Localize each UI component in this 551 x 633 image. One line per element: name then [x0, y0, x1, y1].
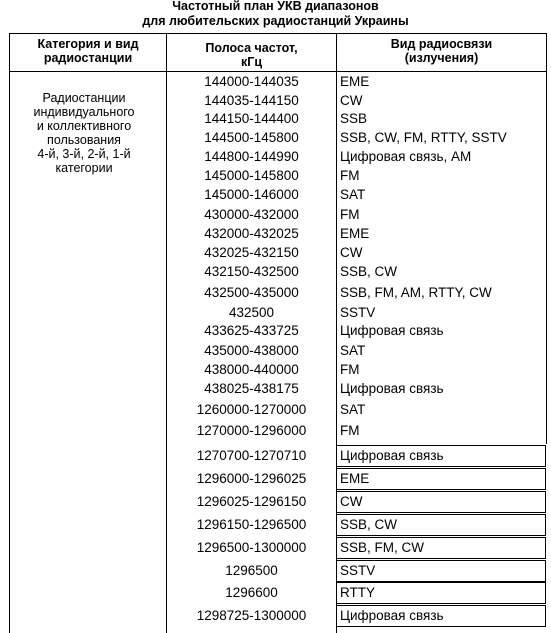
mode-cell: SSTV — [340, 563, 376, 578]
mode-cell-left-rule — [336, 263, 337, 281]
mode-cell: SAT — [340, 343, 366, 358]
mode-cell: FM — [340, 168, 360, 183]
mode-cell-left-rule — [336, 206, 337, 224]
frequency-cell: 1270700-1270710 — [196, 448, 307, 463]
header-frequency-line2: кГц — [240, 55, 263, 69]
header-bottom-border — [9, 71, 547, 72]
frequency-cell: 1260000-1270000 — [196, 402, 307, 417]
mode-cell: SSTV — [340, 305, 376, 320]
mode-cell: CW — [340, 93, 363, 108]
mode-cell-left-rule — [336, 129, 337, 147]
mode-cell-left-rule — [336, 148, 337, 166]
mode-cell: SSB, FM, AM, RTTY, CW — [340, 285, 492, 300]
frequency-cell: 1296000-1296025 — [196, 471, 307, 486]
frequency-cell: 1270000-1296000 — [196, 423, 307, 438]
mode-cell: Цифровая связь, AM — [340, 149, 472, 164]
mode-cell: RTTY — [340, 585, 376, 600]
header-mode-line1: Вид радиосвязи — [390, 37, 493, 51]
frequency-cell: 144150-144400 — [204, 111, 299, 126]
mode-cell-left-rule — [336, 167, 337, 185]
frequency-cell: 438025-438175 — [204, 381, 299, 396]
mode-cell: Цифровая связь — [340, 608, 444, 623]
mode-cell-left-rule — [336, 110, 337, 128]
mode-cell-left-rule — [336, 304, 337, 322]
page-subtitle: для любительских радиостанций Украины — [142, 14, 409, 28]
frequency-cell: 144500-145800 — [204, 130, 299, 145]
frequency-cell: 145000-145800 — [204, 168, 299, 183]
table-left-border — [9, 33, 10, 633]
header-frequency — [167, 41, 336, 69]
frequency-cell: 144800-144990 — [204, 149, 299, 164]
mode-cell: SSB, CW — [340, 517, 398, 532]
mode-cell: CW — [340, 245, 363, 260]
frequency-cell: 432500-435000 — [204, 285, 299, 300]
mode-cell-left-rule — [336, 186, 337, 204]
mode-cell: EME — [340, 226, 370, 241]
page-title: Частотный план УКВ диапазонов — [172, 0, 379, 13]
mode-cell: FM — [340, 423, 360, 438]
mode-cell: FM — [340, 207, 360, 222]
frequency-cell: 1298725-1300000 — [196, 608, 307, 623]
mode-cell-left-rule — [336, 284, 337, 302]
frequency-cell: 1296025-1296150 — [196, 494, 307, 509]
table-top-border — [9, 33, 547, 34]
mode-cell: Цифровая связь — [340, 381, 444, 396]
header-frequency-line1: Полоса частот, — [205, 41, 298, 55]
frequency-cell: 430000-432000 — [204, 207, 299, 222]
frequency-cell: 433625-433725 — [204, 323, 299, 338]
mode-cell-left-rule — [336, 73, 337, 91]
category-line: пользования — [47, 133, 121, 147]
mode-cell-left-rule — [336, 361, 337, 379]
frequency-cell: 144000-144035 — [204, 74, 299, 89]
frequency-cell: 432150-432500 — [204, 264, 299, 279]
mode-cell-left-rule — [336, 225, 337, 243]
mode-cell: SSB, FM, CW — [340, 540, 424, 555]
mode-cell-left-rule — [336, 342, 337, 360]
mode-cell-left-rule — [336, 380, 337, 398]
mode-cell: Цифровая связь — [340, 448, 444, 463]
category-line: категории — [55, 161, 113, 175]
category-line: и коллективного — [36, 119, 132, 133]
mode-cell-left-rule — [336, 401, 337, 419]
mode-cell: CW — [340, 494, 363, 509]
category-line: Радиостанции — [42, 91, 126, 105]
frequency-cell: 435000-438000 — [204, 343, 299, 358]
header-mode — [337, 37, 546, 65]
mode-cell: Цифровая связь — [340, 323, 444, 338]
mode-cell: SSB, CW — [340, 264, 398, 279]
frequency-cell: 432000-432025 — [204, 226, 299, 241]
frequency-cell: 1296500-1300000 — [196, 540, 307, 555]
header-category-line2: радиостанции — [43, 51, 133, 65]
frequency-cell: 1296500 — [225, 563, 278, 578]
column-divider-1 — [166, 33, 167, 633]
mode-cell: EME — [340, 471, 370, 486]
mode-cell-left-rule — [336, 244, 337, 262]
header-mode-line2: (излучения) — [404, 51, 479, 65]
mode-cell-left-rule — [336, 92, 337, 110]
frequency-cell: 144035-144150 — [204, 93, 299, 108]
header-category-line1: Категория и вид — [37, 37, 139, 51]
header-category — [10, 37, 166, 65]
category-line: индивидуального — [33, 105, 135, 119]
frequency-cell: 438000-440000 — [204, 362, 299, 377]
mode-cell-box — [336, 491, 546, 513]
mode-cell: SAT — [340, 187, 366, 202]
frequency-cell: 1296600 — [225, 585, 278, 600]
frequency-cell: 432025-432150 — [204, 245, 299, 260]
mode-cell: SSB — [340, 111, 368, 126]
mode-cell: EME — [340, 74, 370, 89]
mode-cell: SAT — [340, 402, 366, 417]
category-cell — [14, 91, 154, 175]
mode-cell-left-rule — [336, 322, 337, 340]
table-right-border — [546, 33, 547, 444]
mode-cell: FM — [340, 362, 360, 377]
frequency-cell: 1296150-1296500 — [196, 517, 307, 532]
mode-cell: SSB, CW, FM, RTTY, SSTV — [340, 130, 507, 145]
mode-cell-left-rule — [336, 422, 337, 440]
frequency-cell: 432500 — [228, 305, 275, 320]
frequency-cell: 145000-146000 — [204, 187, 299, 202]
category-line: 4-й, 3-й, 2-й, 1-й — [37, 147, 131, 161]
